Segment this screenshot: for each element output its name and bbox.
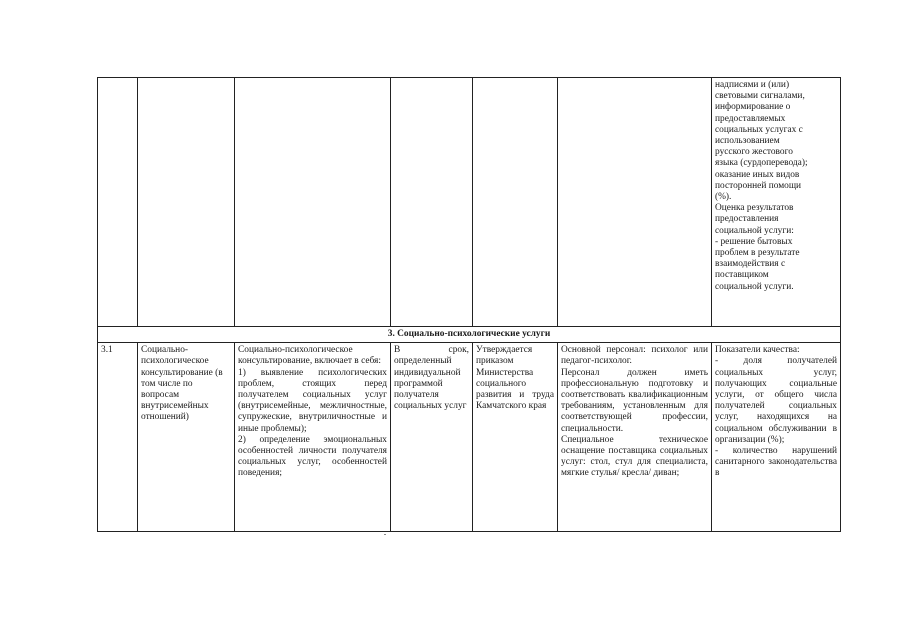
text-paragraph: - количество нарушений санитарного законодательства в bbox=[715, 446, 837, 479]
service-number: 3.1 bbox=[98, 343, 138, 532]
text-paragraph: Показатели качества: bbox=[715, 345, 800, 356]
text-line: социальной услуги. bbox=[715, 281, 794, 292]
table-cell bbox=[473, 78, 558, 327]
section-header-row bbox=[98, 327, 841, 343]
text-paragraph: Социально-психологическое консультирование, включает в себя: bbox=[238, 345, 381, 367]
text-line: надписями и (или) bbox=[715, 80, 790, 90]
service-conditions bbox=[558, 343, 712, 532]
quality-indicators-cell bbox=[712, 343, 841, 532]
text-paragraph: Персонал должен иметь профессиональную подготовку и соответствовать квалификационным требованиям, установленным для соответствующей профессии, специальности. bbox=[561, 367, 708, 434]
table-cell bbox=[391, 78, 473, 327]
table-cell bbox=[138, 78, 235, 327]
text-paragraph: - доля получателей социальных услуг, получающих социальные услуги, от общего числа получателей социальных услуг, находящихся на социальном обслуживании в организации (%); bbox=[715, 356, 837, 445]
text-line: использованием bbox=[715, 136, 780, 147]
text-line: предоставляемых bbox=[715, 113, 786, 124]
service-name: Социально-психологическое консультирование (в том числе по вопросам внутрисемейных отношений) bbox=[138, 343, 235, 532]
table-cell bbox=[98, 78, 138, 327]
text-line: оказание иных видов bbox=[715, 169, 800, 180]
text-line: поставщиком bbox=[715, 270, 769, 281]
text-paragraph: 1) выявление психологических проблем, стоящих перед получателем социальных услуг (внутрисемейные, межличностные, супружеские, внутриличностные и иные проблемы); bbox=[238, 367, 387, 434]
table-row bbox=[98, 78, 841, 327]
table-row bbox=[98, 343, 841, 532]
services-table bbox=[97, 77, 841, 532]
text-line: - решение бытовых bbox=[715, 236, 793, 247]
text-line: социальных услугах с bbox=[715, 124, 803, 135]
text-line: посторонней помощи bbox=[715, 180, 802, 191]
service-content bbox=[235, 343, 391, 532]
text-line: взаимодействия с bbox=[715, 259, 786, 270]
quality-indicators-cell bbox=[712, 78, 841, 327]
scan-speck bbox=[384, 534, 386, 535]
text-line: проблем в результате bbox=[715, 248, 800, 259]
text-line: социальной услуги: bbox=[715, 225, 794, 236]
text-line: Оценка результатов bbox=[715, 203, 794, 214]
text-line: языка (сурдоперевода); bbox=[715, 158, 808, 169]
table-cell bbox=[558, 78, 712, 327]
text-line: предоставления bbox=[715, 214, 779, 225]
text-line: световыми сигналами, bbox=[715, 91, 805, 102]
service-tariff: Утверждается приказом Министерства социального развития и труда Камчатского края bbox=[473, 343, 558, 532]
text-paragraph: Специальное техническое оснащение поставщика социальных услуг: стол, стул для специалиста, мягкие стулья/ кресла/ диван; bbox=[561, 434, 708, 479]
text-paragraph: 2) определение эмоциональных особенностей личности получателя социальных услуг, особенностей поведения; bbox=[238, 434, 387, 479]
text-line: русского жестового bbox=[715, 147, 793, 158]
table-cell bbox=[235, 78, 391, 327]
text-line: информирование о bbox=[715, 102, 791, 113]
service-term: В срок, определенный индивидуальной программой получателя социальных услуг bbox=[391, 343, 473, 532]
text-line: (%). bbox=[715, 192, 732, 203]
text-paragraph: Основной персонал: психолог или педагог-психолог. bbox=[561, 345, 708, 367]
section-title: 3. Социально-психологические услуги bbox=[98, 327, 841, 343]
